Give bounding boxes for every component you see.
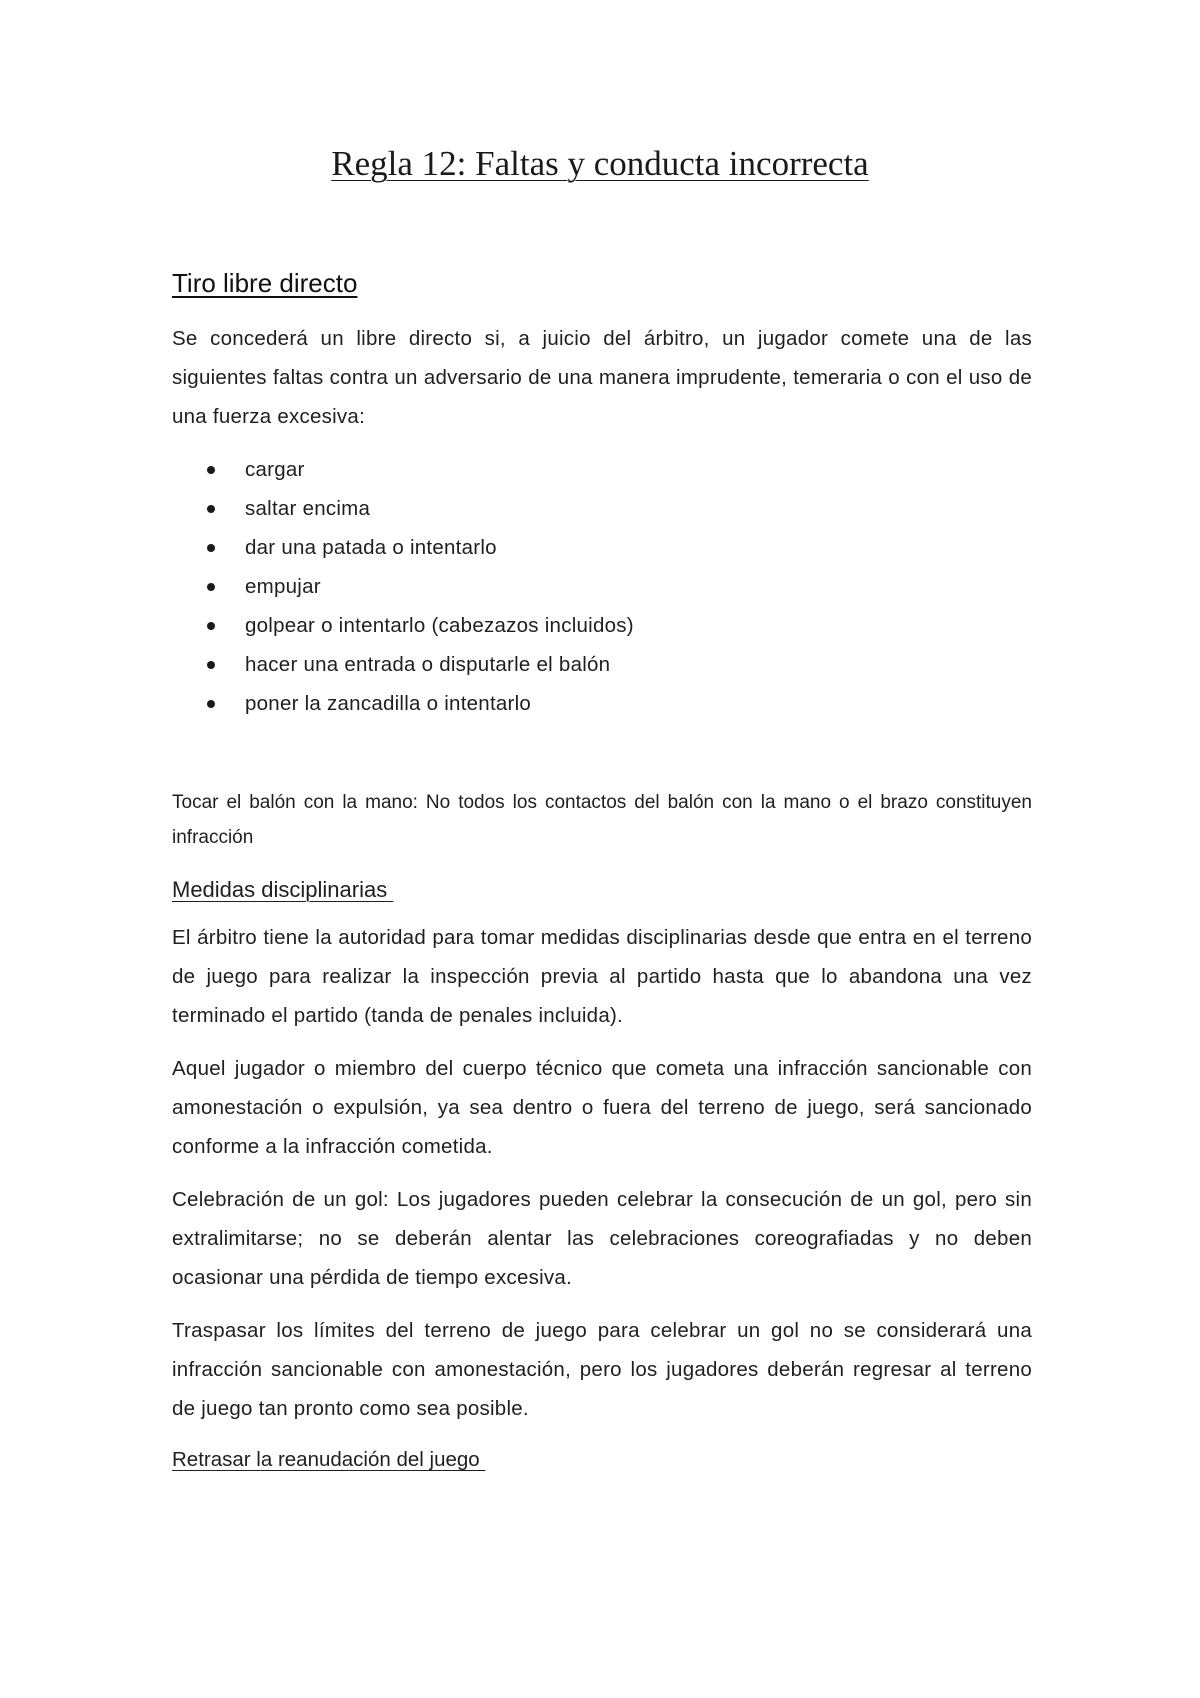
section-heading-tiro-libre: Tiro libre directo [172, 268, 358, 298]
document-body [172, 266, 1032, 1488]
list-item-text: dar una patada o intentarlo [245, 536, 497, 559]
medidas-paragraph: El árbitro tiene la autoridad para tomar medidas disciplinarias desde que entra en el terreno de juego para realizar la inspección previa al partido hasta que lo abandona una vez terminado el partido (tanda de penales incluida). [172, 926, 1032, 1027]
list-item [172, 567, 1032, 606]
medidas-paragraph: Traspasar los límites del terreno de juego para celebrar un gol no se considerará una infracción sancionable con amonestación, pero los jugadores deberán regresar al terreno de juego tan pronto como sea posible. [172, 1319, 1032, 1420]
bullet-icon [207, 700, 215, 708]
list-item-text: poner la zancadilla o intentarlo [245, 692, 532, 715]
handball-paragraph: Tocar el balón con la mano: No todos los contactos del balón con la mano o el brazo constituyen infracción [172, 792, 1032, 848]
bullet-icon [207, 505, 215, 513]
list-item [172, 606, 1032, 645]
bullet-icon [207, 544, 215, 552]
list-item [172, 684, 1032, 723]
bullet-icon [207, 661, 215, 669]
list-item [172, 450, 1032, 489]
bullet-icon [207, 622, 215, 630]
intro-paragraph: Se concederá un libre directo si, a juicio del árbitro, un jugador comete una de las siguientes faltas contra un adversario de una manera imprudente, temeraria o con el uso de una fuerza excesiva: [172, 327, 1032, 428]
medidas-paragraph: Celebración de un gol: Los jugadores pueden celebrar la consecución de un gol, pero sin extralimitarse; no se deberán alentar las celebraciones coreografiadas y no deben ocasionar una pérdida de tiempo excesiva. [172, 1188, 1032, 1289]
document-title: Regla 12: Faltas y conducta incorrecta [331, 144, 869, 183]
list-item [172, 528, 1032, 567]
section-heading-retrasar: Retrasar la reanudación del juego [172, 1448, 486, 1471]
list-item-text: saltar encima [245, 497, 371, 520]
fouls-list [172, 450, 1032, 723]
medidas-paragraph: Aquel jugador o miembro del cuerpo técnico que cometa una infracción sancionable con amonestación o expulsión, ya sea dentro o fuera del terreno de juego, será sancionado conforme a la infracción cometida. [172, 1057, 1032, 1158]
list-item-text: golpear o intentarlo (cabezazos incluidos) [245, 614, 634, 637]
bullet-icon [207, 583, 215, 591]
list-item-text: cargar [245, 458, 305, 481]
section-heading-medidas: Medidas disciplinarias [172, 877, 394, 902]
bullet-icon [207, 466, 215, 474]
list-item [172, 645, 1032, 684]
list-item [172, 489, 1032, 528]
list-item-text: empujar [245, 575, 321, 598]
list-item-text: hacer una entrada o disputarle el balón [245, 653, 611, 676]
